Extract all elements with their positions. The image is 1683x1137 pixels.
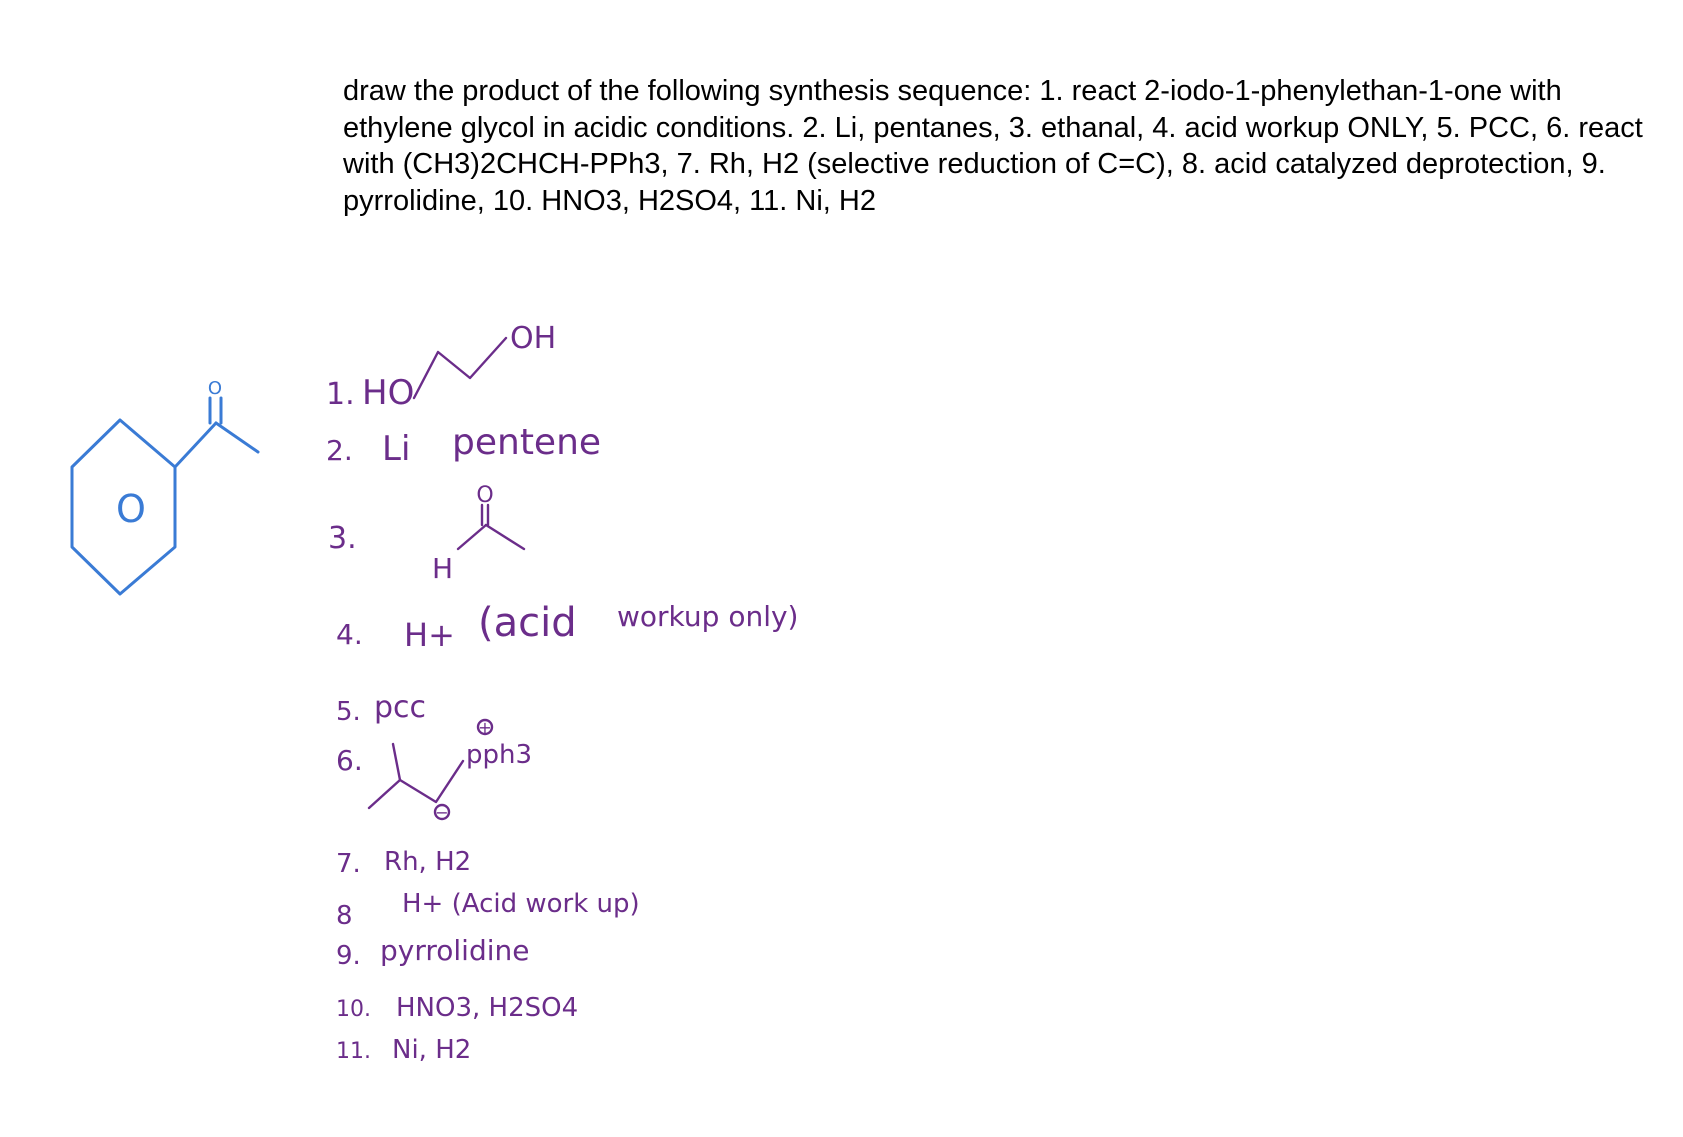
- step4-number: 4.: [336, 618, 363, 651]
- ylide-methyl-bond: [393, 744, 400, 780]
- step5-pcc-label: pcc: [374, 690, 427, 725]
- step6-number: 6.: [336, 744, 363, 777]
- step5-number: 5.: [336, 697, 361, 727]
- step9-reagent-label: pyrrolidine: [380, 934, 530, 967]
- step2-li-label: Li: [382, 429, 411, 469]
- step2-number: 2.: [326, 434, 353, 467]
- step1-number: 1.: [326, 377, 355, 412]
- question-text: draw the product of the following synthesis sequence: 1. react 2-iodo-1-phenylethan-1-one with ethylene glycol in acidic conditions. 2. Li, pentanes, 3. ethanal, 4. acid workup ONLY, 5. PCC, 6. react with (CH3)2CHCH-PPh3, 7. Rh, H2 (selective reduction of C=C), 8. acid catalyzed deprotection, 9. pyrrolidine, 10. HNO3, H2SO4, 11. Ni, H2: [343, 75, 1643, 217]
- ethanal-methyl-bond: [486, 525, 524, 549]
- step10-reagent-label: HNO3, H2SO4: [396, 993, 579, 1023]
- methyl-bond: [216, 423, 258, 452]
- step11-number: 11.: [336, 1039, 371, 1064]
- step3-hydrogen-label: H: [432, 552, 454, 585]
- ring-center-label: O: [116, 487, 146, 531]
- step4-workup-label: workup only): [617, 600, 799, 633]
- carbonyl-oxygen-label: O: [207, 378, 223, 399]
- step1-oh-label: OH: [510, 321, 557, 356]
- step4-hplus-label: H+: [404, 616, 455, 654]
- ylide-skeleton: [369, 761, 463, 808]
- step10-number: 10.: [336, 997, 371, 1022]
- step11-reagent-label: Ni, H2: [392, 1035, 472, 1065]
- step6-phosphonium-charge: +: [478, 718, 492, 737]
- step7-reagent-label: Rh, H2: [384, 847, 472, 877]
- step1-ho-label: HO: [362, 373, 415, 413]
- starting-material-structure: [72, 398, 258, 594]
- step6-carbanion-charge: −: [435, 803, 449, 822]
- ring-to-carbonyl-bond: [175, 423, 216, 467]
- ethanal-h-bond: [458, 525, 486, 549]
- step2-solvent-label: pentene: [452, 422, 602, 463]
- step9-number: 9.: [336, 941, 361, 971]
- step8-reagent-label: H+ (Acid work up): [402, 889, 640, 919]
- step6-pph3-label: pph3: [466, 740, 533, 770]
- step3-number: 3.: [328, 521, 357, 556]
- step7-number: 7.: [336, 849, 361, 879]
- step8-number: 8: [336, 901, 353, 931]
- step4-acid-label: (acid: [478, 600, 577, 646]
- ethylene-glycol-zigzag: [414, 338, 506, 398]
- step3-oxygen-label: O: [476, 483, 494, 508]
